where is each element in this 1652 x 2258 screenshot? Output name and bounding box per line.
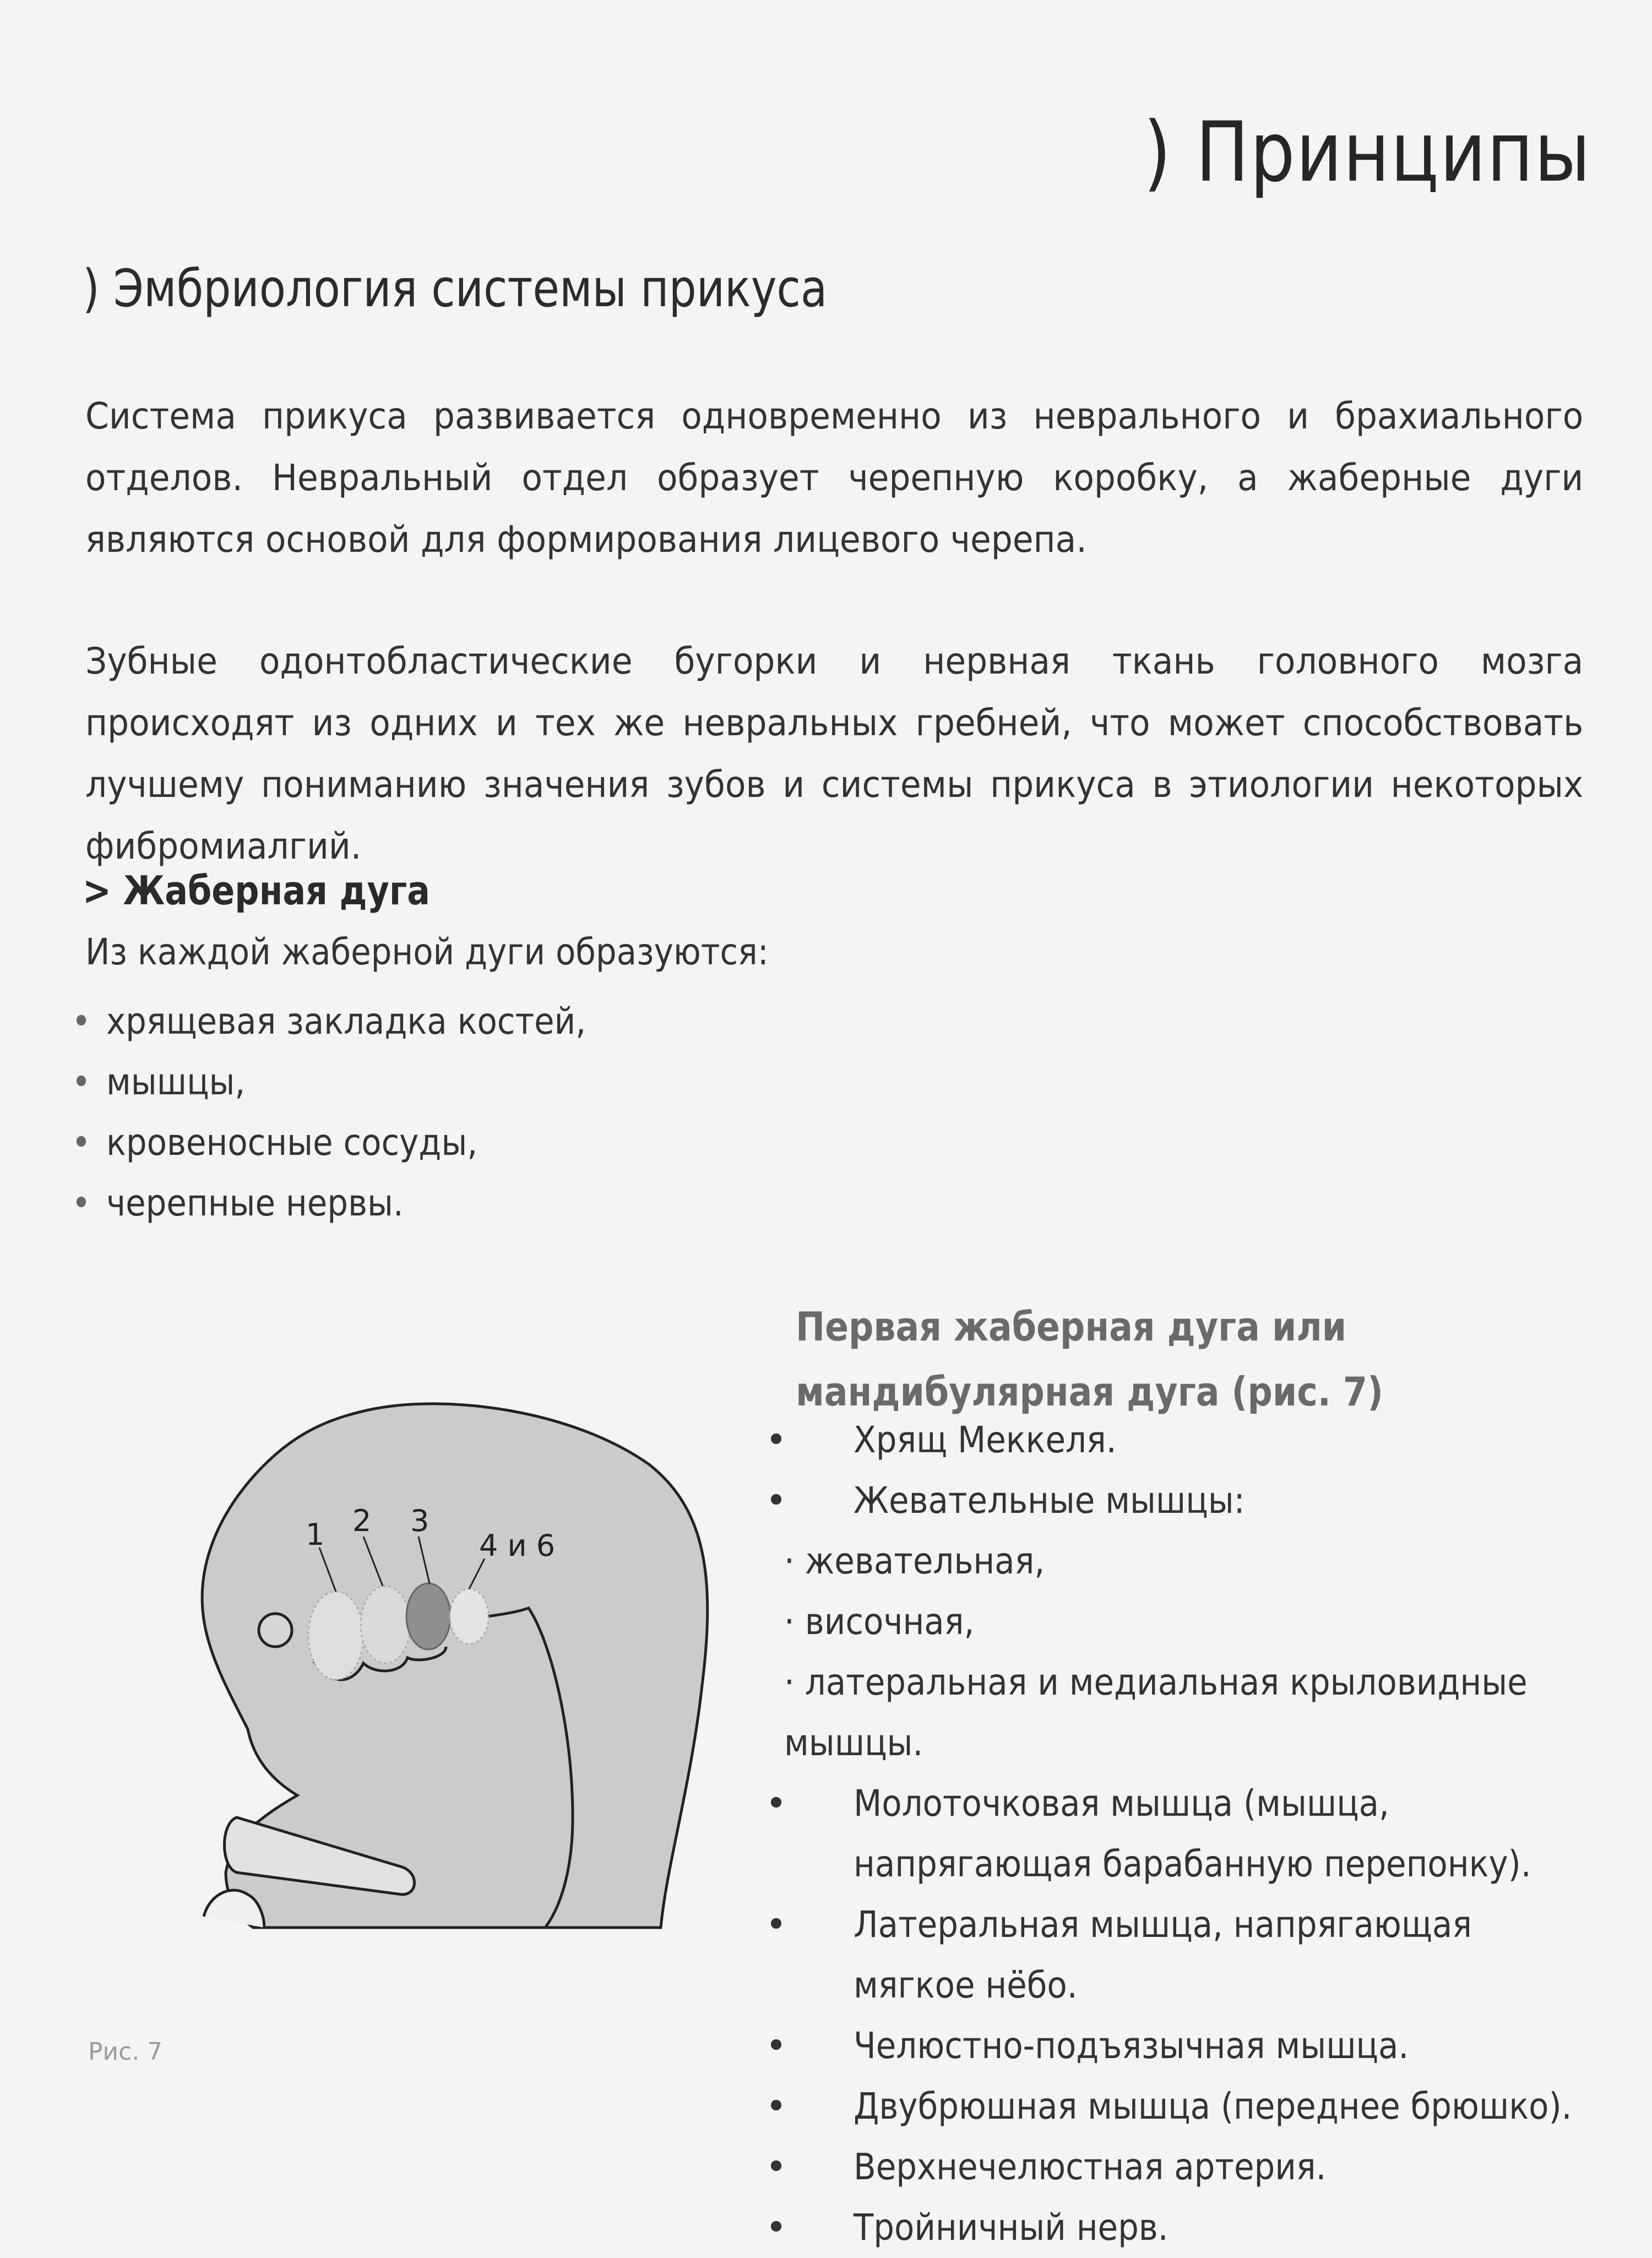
list-item: • Двубрюшная мышца (переднее брюшко). bbox=[754, 2076, 1613, 2137]
arch-label-2: 2 bbox=[352, 1503, 372, 1538]
list-item: • кровеносные сосуды, bbox=[72, 1112, 586, 1173]
list-item: • Жевательные мышцы: bbox=[754, 1470, 1613, 1531]
list-item: • мышцы, bbox=[72, 1052, 586, 1112]
bullet-icon: • bbox=[72, 1182, 91, 1224]
gill-arch-intro: Из каждой жаберной дуги образуются: bbox=[85, 931, 769, 973]
gill-arch-list bbox=[72, 991, 643, 1234]
list-item: • Челюстно-подъязычная мышца. bbox=[754, 2016, 1613, 2076]
bullet-icon: • bbox=[765, 1782, 787, 1825]
list-item: • Тройничный нерв. bbox=[754, 2197, 1613, 2258]
bullet-icon: • bbox=[765, 2024, 787, 2067]
first-arch-list bbox=[754, 1410, 1613, 2258]
list-item: • Латеральная мышца, напрягающая мягкое нёбо. bbox=[754, 1895, 1613, 2016]
embryo-figure bbox=[187, 1399, 716, 1961]
arch-label-1: 1 bbox=[306, 1517, 325, 1552]
arch-2-shape bbox=[361, 1586, 410, 1663]
figure-caption: Рис. 7 bbox=[88, 2038, 163, 2066]
bullet-icon: • bbox=[765, 2146, 787, 2188]
first-arch-title: Первая жаберная дуга или мандибулярная дуга (рис. 7) bbox=[796, 1304, 1383, 1415]
gill-arch-heading: > Жаберная дуга bbox=[83, 867, 430, 914]
bullet-icon: • bbox=[765, 1419, 787, 1461]
list-item: • Хрящ Меккеля. bbox=[754, 1410, 1613, 1470]
bullet-icon: • bbox=[765, 1479, 787, 1522]
bullet-icon: • bbox=[72, 1061, 91, 1103]
list-item: • черепные нервы. bbox=[72, 1173, 586, 1234]
arch-4-6-shape bbox=[450, 1589, 488, 1644]
paragraph-2: Зубные одонтобластические бугорки и нервная ткань головного мозга происходят из одних и тех же невральных гребней, что может способствовать лучшему пониманию значения зубов и системы прикуса в этиологии некоторых фибромиалгий. bbox=[85, 640, 1584, 867]
chapter-title: ) Принципы bbox=[1143, 105, 1591, 200]
arch-3-shape bbox=[406, 1583, 450, 1649]
paragraph-1: Система прикуса развивается одновременно из неврального и брахиального отделов. Невральный отдел образует черепную коробку, а жаберные дуги являются основой для формирования лицевого черепа. bbox=[85, 395, 1584, 561]
list-item: · латеральная и медиальная крыловидные мышцы. bbox=[784, 1661, 1528, 1764]
list-item: • Молоточковая мышца (мышца, напрягающая барабанную перепонку). bbox=[754, 1773, 1613, 1895]
list-item: • Верхнечелюстная артерия. bbox=[754, 2137, 1613, 2197]
list-item: • хрящевая закладка костей, bbox=[72, 991, 586, 1052]
bullet-icon: • bbox=[765, 2085, 787, 2127]
section-title: ) Эмбриология системы прикуса bbox=[83, 259, 828, 319]
arch-label-3: 3 bbox=[410, 1503, 430, 1538]
arch-1-shape bbox=[308, 1592, 363, 1680]
arch-label-4-6: 4 и 6 bbox=[479, 1528, 556, 1563]
bullet-icon: • bbox=[765, 1903, 787, 1946]
bullet-icon: • bbox=[765, 2206, 787, 2249]
bullet-icon: • bbox=[72, 1121, 91, 1164]
eye-shape bbox=[259, 1614, 292, 1647]
bullet-icon: • bbox=[72, 1000, 91, 1043]
list-item: · жевательная, bbox=[784, 1540, 1045, 1582]
list-item: · височная, bbox=[784, 1600, 975, 1643]
